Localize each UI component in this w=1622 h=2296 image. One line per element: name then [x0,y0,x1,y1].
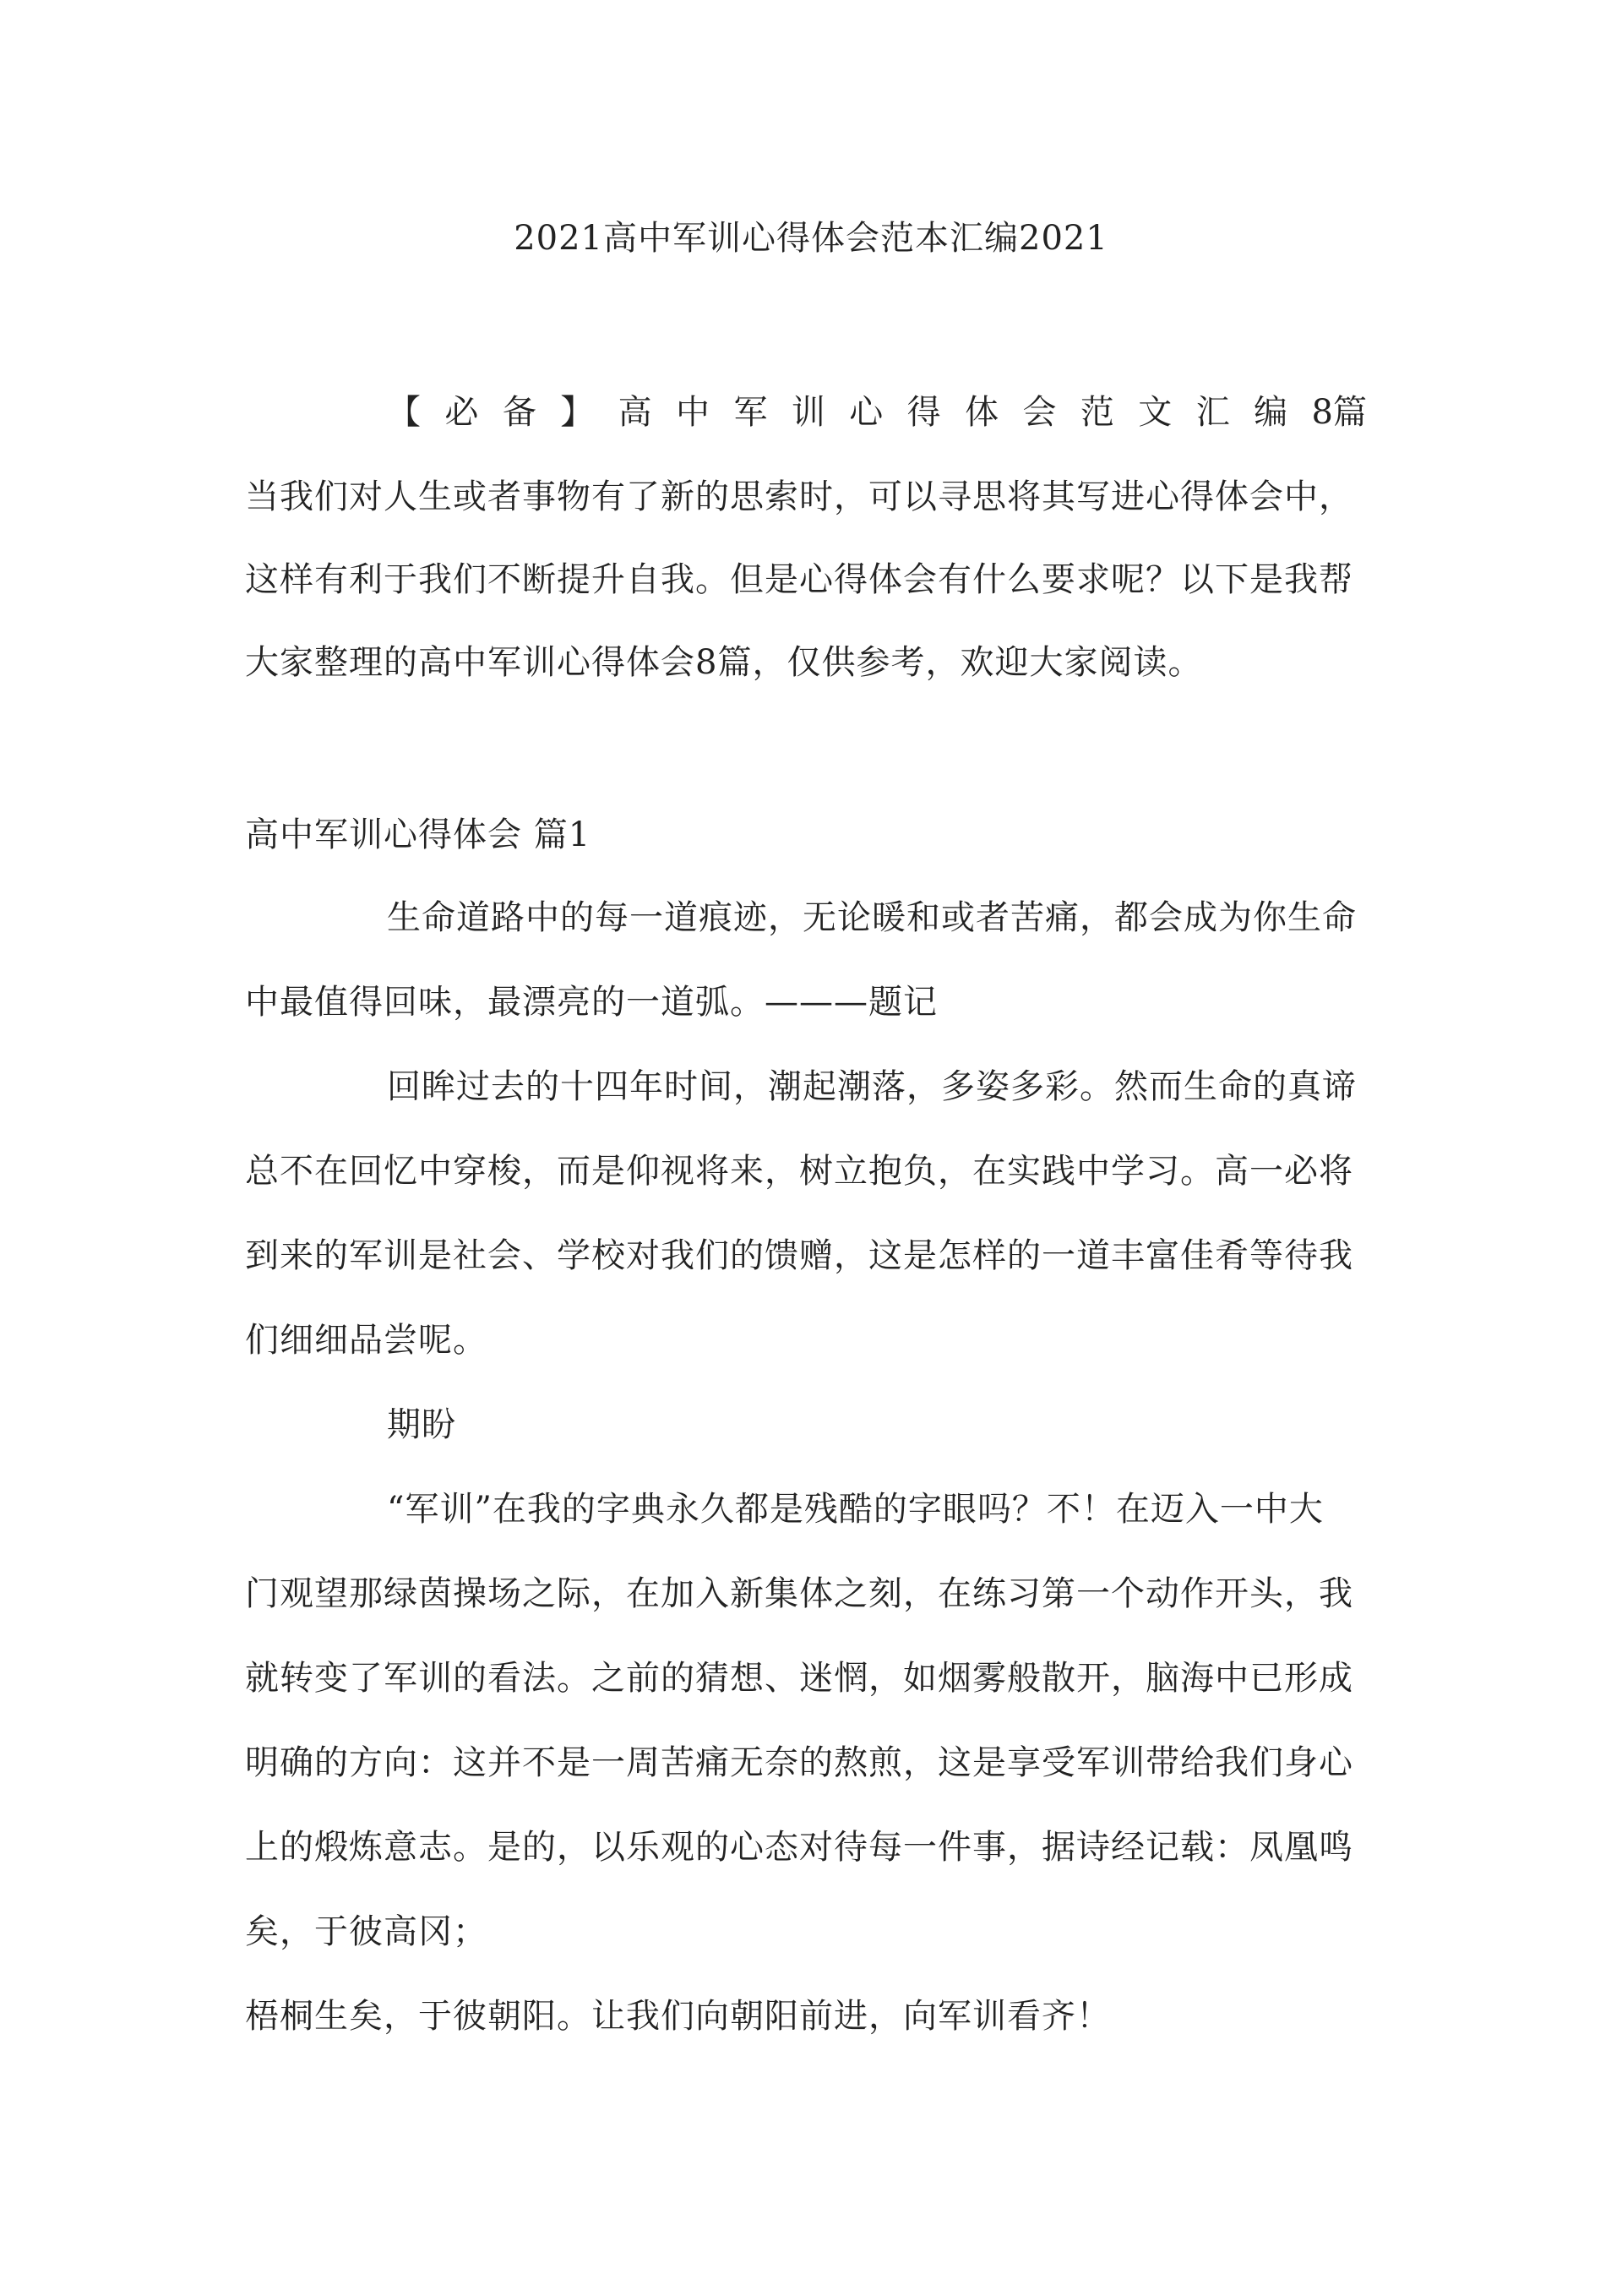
epigraph-line: 生命道路中的每一道痕迹，无论暖和或者苦痛，都会成为你生命 [387,898,1357,937]
closing-line: 梧桐生矣，于彼朝阳。让我们向朝阳前进，向军训看齐！ [245,1997,1111,2036]
heading-char: 会 [1022,393,1057,432]
heading-char: 必 [444,393,479,432]
paragraph-line: 回眸过去的十四年时间，潮起潮落，多姿多彩。然而生命的真谛 [387,1067,1357,1106]
epigraph-line: 中最值得回味，最漂亮的一道弧。———题记 [245,983,938,1022]
intro-line: 当我们对人生或者事物有了新的思索时，可以寻思将其写进心得体会中， [245,477,1353,516]
paragraph-line: 矣，于彼高冈； [245,1912,487,1951]
heading-char: 汇 [1195,393,1230,432]
heading-char: 体 [965,393,999,432]
heading-char: 得 [906,393,941,432]
heading-char: 【 [387,393,421,432]
heading-char: 军 [733,393,768,432]
document-title: 2021高中军训心得体会范本汇编2021 [514,219,1108,258]
paragraph-line: 就转变了军训的看法。之前的猜想、迷惘，如烟雾般散开，脑海中已形成 [245,1659,1353,1698]
paragraph-line: 门观望那绿茵操场之际，在加入新集体之刻，在练习第一个动作开头，我 [245,1574,1353,1613]
heading-char: 8篇 [1311,393,1367,432]
heading-char: 备 [502,393,536,432]
document-heading [387,387,1367,438]
heading-char: 高 [618,393,652,432]
subheading: 期盼 [387,1405,456,1444]
intro-line: 这样有利于我们不断提升自我。但是心得体会有什么要求呢？以下是我帮 [245,560,1353,599]
heading-char: 范 [1080,393,1114,432]
paragraph-line: 们细细品尝呢。 [245,1321,487,1360]
heading-char: 】 [560,393,595,432]
intro-line: 大家整理的高中军训心得体会8篇，仅供参考，欢迎大家阅读。 [245,643,1203,682]
section-title: 高中军训心得体会 篇1 [245,815,591,854]
heading-char: 训 [791,393,825,432]
paragraph-line: 总不在回忆中穿梭，而是仰视将来，树立抱负，在实践中学习。高一必将 [245,1152,1353,1191]
heading-char: 文 [1138,393,1173,432]
heading-char: 编 [1254,393,1288,432]
paragraph-line: 上的煅炼意志。是的，以乐观的心态对待每一件事，据诗经记载：凤凰鸣 [245,1828,1353,1867]
paragraph-line: “军训”在我的字典永久都是残酷的字眼吗？不！在迈入一中大 [387,1490,1324,1529]
paragraph-line: 明确的方向：这并不是一周苦痛无奈的熬煎，这是享受军训带给我们身心 [245,1743,1353,1782]
heading-char: 心 [849,393,884,432]
heading-char: 中 [676,393,710,432]
paragraph-line: 到来的军训是社会、学校对我们的馈赠，这是怎样的一道丰富佳肴等待我 [245,1236,1353,1275]
